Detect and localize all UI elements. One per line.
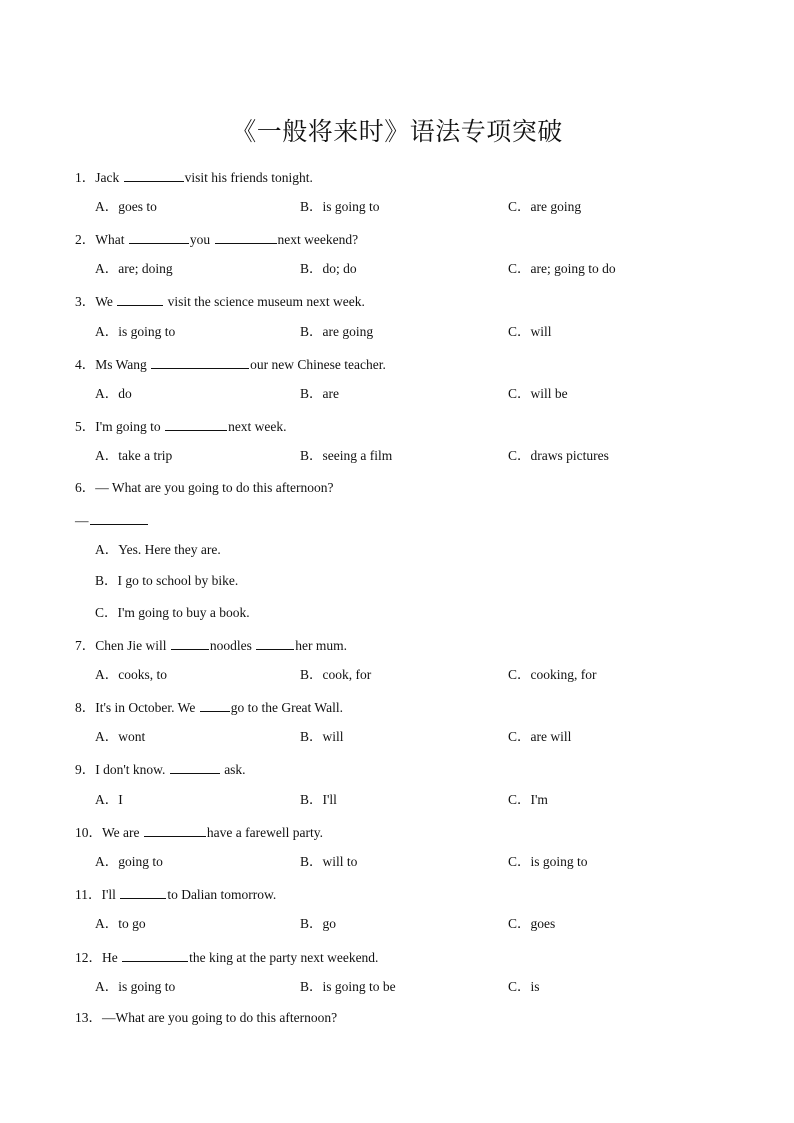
option-a[interactable]: A．is going to (95, 979, 176, 994)
question-8: 8．It's in October. We go to the Great Wall. (75, 700, 343, 715)
option-c[interactable]: C．I'm going to buy a book. (95, 605, 250, 620)
option-b[interactable]: B．I'll (300, 792, 337, 807)
answer-blank (170, 760, 220, 774)
option-c[interactable]: C．cooking, for (508, 667, 597, 682)
question-12: 12．He the king at the party next weekend. (75, 950, 379, 965)
answer-line: — (75, 511, 149, 529)
question-13: 13．—What are you going to do this afternoon? (75, 1010, 338, 1025)
option-c[interactable]: C．draws pictures (508, 448, 609, 463)
answer-blank (129, 230, 189, 244)
option-b[interactable]: B．seeing a film (300, 448, 393, 463)
answer-blank (124, 168, 184, 182)
option-b[interactable]: B．are going (300, 324, 374, 339)
option-b[interactable]: B．is going to (300, 199, 380, 214)
question-7: 7．Chen Jie will noodles her mum. (75, 638, 347, 653)
option-c[interactable]: C．are going (508, 199, 582, 214)
option-c[interactable]: C．is going to (508, 854, 588, 869)
question-3: 3．We visit the science museum next week. (75, 294, 365, 309)
option-b[interactable]: B．go (300, 916, 337, 931)
option-a[interactable]: A．cooks, to (95, 667, 167, 682)
answer-blank (215, 230, 277, 244)
option-a[interactable]: A．are; doing (95, 261, 173, 276)
answer-blank (256, 636, 294, 650)
answer-blank (117, 292, 163, 306)
option-b[interactable]: B．will to (300, 854, 358, 869)
option-a[interactable]: A．goes to (95, 199, 157, 214)
option-c[interactable]: C．goes (508, 916, 556, 931)
answer-blank (171, 636, 209, 650)
option-b[interactable]: B．I go to school by bike. (95, 573, 239, 588)
question-6: 6．— What are you going to do this afternoon? (75, 480, 334, 495)
question-1: 1．Jack visit his friends tonight. (75, 170, 313, 185)
question-4: 4．Ms Wang our new Chinese teacher. (75, 357, 386, 372)
option-a[interactable]: A．Yes. Here they are. (95, 542, 221, 557)
option-c[interactable]: C．will (508, 324, 552, 339)
answer-blank (90, 511, 148, 525)
option-a[interactable]: A．do (95, 386, 132, 401)
option-b[interactable]: B．do; do (300, 261, 357, 276)
answer-blank (144, 823, 206, 837)
answer-blank (200, 698, 230, 712)
option-b[interactable]: B．will (300, 729, 344, 744)
answer-blank (120, 885, 166, 899)
option-c[interactable]: C．are; going to do (508, 261, 616, 276)
option-c[interactable]: C．are will (508, 729, 572, 744)
option-a[interactable]: A．going to (95, 854, 163, 869)
option-c[interactable]: C．is (508, 979, 540, 994)
question-10: 10．We are have a farewell party. (75, 825, 323, 840)
option-c[interactable]: C．I'm (508, 792, 548, 807)
option-b[interactable]: B．is going to be (300, 979, 396, 994)
option-b[interactable]: B．cook, for (300, 667, 372, 682)
option-c[interactable]: C．will be (508, 386, 568, 401)
option-a[interactable]: A．take a trip (95, 448, 173, 463)
option-a[interactable]: A．wont (95, 729, 146, 744)
answer-blank (122, 948, 188, 962)
option-a[interactable]: A．to go (95, 916, 146, 931)
option-b[interactable]: B．are (300, 386, 339, 401)
answer-blank (165, 417, 227, 431)
question-9: 9．I don't know. ask. (75, 762, 246, 777)
question-5: 5．I'm going to next week. (75, 419, 287, 434)
option-a[interactable]: A．I (95, 792, 123, 807)
question-11: 11．I'll to Dalian tomorrow. (75, 887, 277, 902)
answer-blank (151, 355, 249, 369)
page-title: 《一般将来时》语法专项突破 (231, 117, 563, 146)
option-a[interactable]: A．is going to (95, 324, 176, 339)
question-2: 2．What you next weekend? (75, 232, 359, 247)
